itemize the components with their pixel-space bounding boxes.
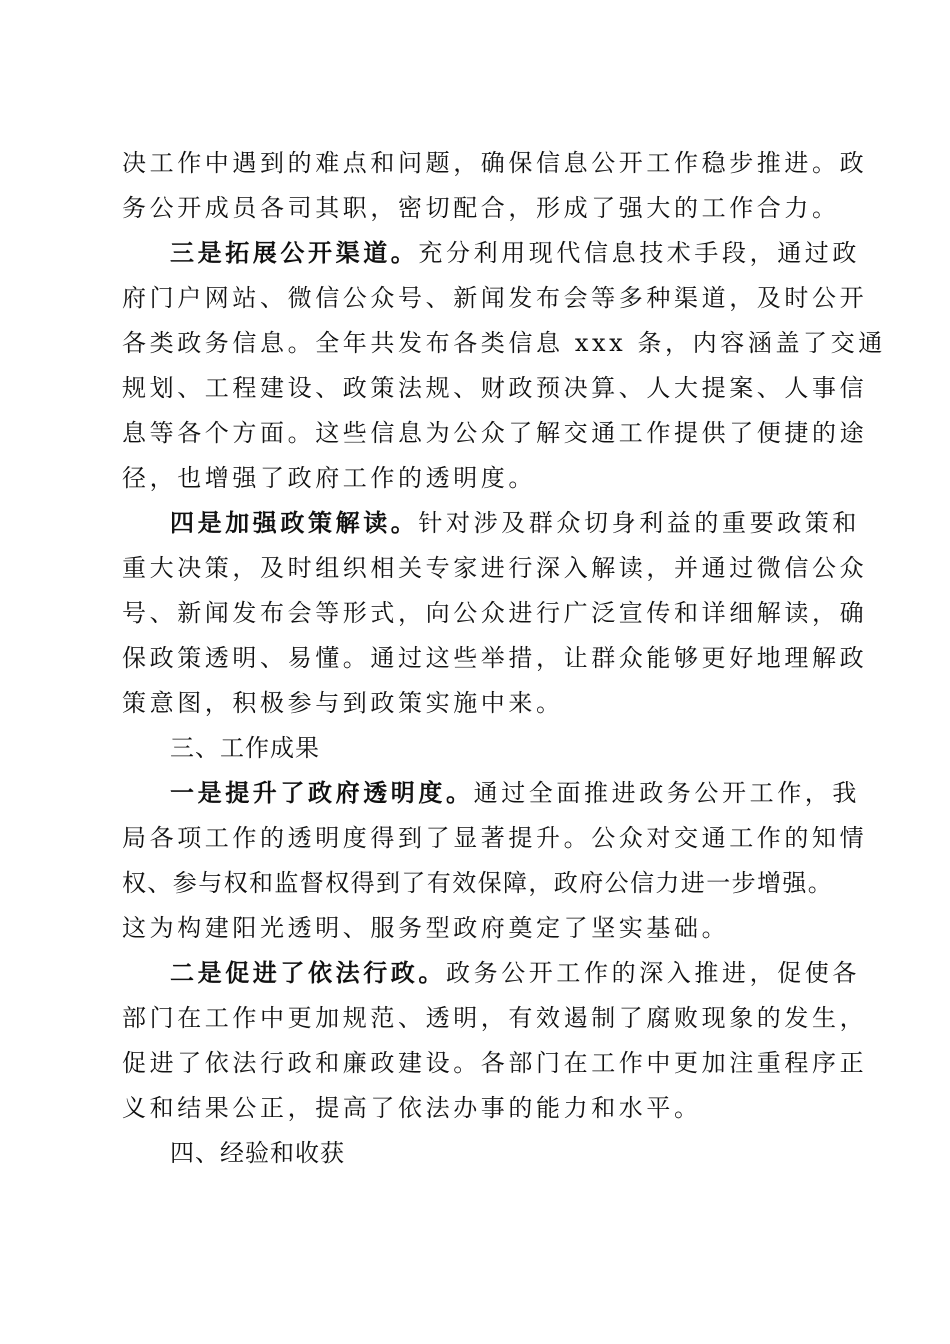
text-line: 息等各个方面。这些信息为公众了解交通工作提供了便捷的途 <box>122 419 868 447</box>
paragraph-lead: 一是提升了政府透明度。 <box>170 778 474 807</box>
paragraph-lead: 四是加强政策解读。 <box>170 508 419 537</box>
text-line: 府门户网站、微信公众号、新闻发布会等多种渠道，及时公开 <box>122 284 868 312</box>
paragraph-lead: 三是拓展公开渠道。 <box>170 238 419 267</box>
paragraph-first-line <box>170 953 860 993</box>
text-line: 重大决策，及时组织相关专家进行深入解读，并通过微信公众 <box>122 554 868 582</box>
section-heading: 三、工作成果 <box>170 734 320 762</box>
section-heading: 四、经验和收获 <box>170 1139 345 1167</box>
paragraph-text: 通过全面推进政务公开工作，我 <box>473 779 861 807</box>
text-line: 务公开成员各司其职，密切配合，形成了强大的工作合力。 <box>122 194 840 222</box>
paragraph-text: 针对涉及群众切身利益的重要政策和 <box>418 509 861 537</box>
text-line: 策意图，积极参与到政策实施中来。 <box>122 689 564 717</box>
paragraph-first-line <box>170 773 861 813</box>
text-line: 促进了依法行政和廉政建设。各部门在工作中更加注重程序正 <box>122 1049 868 1077</box>
text-line: 义和结果公正，提高了依法办事的能力和水平。 <box>122 1094 702 1122</box>
text-line: 决工作中遇到的难点和问题，确保信息公开工作稳步推进。政 <box>122 149 868 177</box>
paragraph-first-line <box>170 503 861 543</box>
paragraph-text: 政务公开工作的深入推进，促使各 <box>446 959 860 987</box>
text-line: 径，也增强了政府工作的透明度。 <box>122 464 536 492</box>
text-line: 保政策透明、易懂。通过这些举措，让群众能够更好地理解政 <box>122 644 868 672</box>
paragraph-lead: 二是促进了依法行政。 <box>170 958 446 987</box>
text-line: 局各项工作的透明度得到了显著提升。公众对交通工作的知情 <box>122 824 868 852</box>
text-line: 部门在工作中更加规范、透明，有效遏制了腐败现象的发生， <box>122 1004 868 1032</box>
paragraph-text: 充分利用现代信息技术手段，通过政 <box>418 239 861 267</box>
text-line: 这为构建阳光透明、服务型政府奠定了坚实基础。 <box>122 914 730 942</box>
text-line: 号、新闻发布会等形式，向公众进行广泛宣传和详细解读，确 <box>122 599 868 627</box>
text-line: 规划、工程建设、政策法规、财政预决算、人大提案、人事信 <box>122 374 868 402</box>
text-line: 权、参与权和监督权得到了有效保障，政府公信力进一步增强。 <box>122 869 834 897</box>
paragraph-first-line <box>170 233 861 273</box>
text-line: 各类政务信息。全年共发布各类信息 xxx 条，内容涵盖了交通 <box>122 329 886 357</box>
